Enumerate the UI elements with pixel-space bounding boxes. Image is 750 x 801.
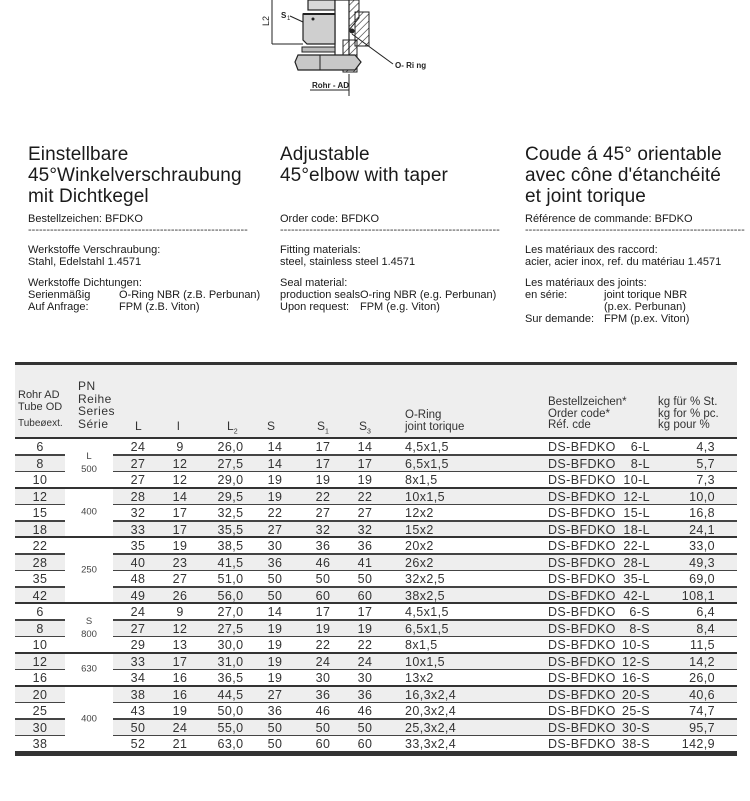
cell-kg: 5,7 xyxy=(696,456,715,471)
cell-kg: 40,6 xyxy=(689,687,715,702)
cell-size: 8-L xyxy=(630,456,650,471)
elbow-cross-section-icon xyxy=(255,0,455,96)
cell-oring: 20x2 xyxy=(405,539,434,553)
cell-l: 21 xyxy=(172,737,188,751)
cell-l: 14 xyxy=(172,489,188,504)
cell-oring: 15x2 xyxy=(405,522,434,537)
cell-s1: 30 xyxy=(315,671,331,685)
table-row xyxy=(15,522,737,539)
cell-s3: 46 xyxy=(357,704,373,718)
cell-size: 6-L xyxy=(630,440,650,454)
product-title-english: Adjustable 45°elbow with taper xyxy=(280,144,448,186)
cell-code: DS-BFDKO xyxy=(548,473,616,487)
cell-oring: 10x1,5 xyxy=(405,654,445,669)
cell-size: 38-S xyxy=(621,737,650,751)
product-title-german: Einstellbare 45°Winkelverschraubung mit Dichtkegel xyxy=(28,144,242,207)
cell-tube-od: 42 xyxy=(32,588,48,603)
cell-s3: 50 xyxy=(357,720,373,735)
cell-l: 34 xyxy=(130,671,146,685)
cell-l: 19 xyxy=(172,539,188,553)
cell-tube-od: 6 xyxy=(36,605,44,619)
cell-tube-od: 22 xyxy=(32,539,48,553)
cell-l2: 29,5 xyxy=(217,489,244,504)
cell-tube-od: 20 xyxy=(32,687,48,702)
cell-s1: 36 xyxy=(315,687,331,702)
cell-tube-od: 10 xyxy=(32,473,48,487)
cell-size: 22-L xyxy=(623,539,650,553)
header-S1: $S_1$ xyxy=(317,419,329,436)
cell-kg: 7,3 xyxy=(696,473,715,487)
cell-s3: 27 xyxy=(357,506,373,520)
cell-l: 28 xyxy=(130,489,146,504)
svg-text:S: S xyxy=(281,11,287,20)
cell-l: 23 xyxy=(172,555,188,570)
cell-size: 10-S xyxy=(621,638,650,652)
cell-code: DS-BFDKO xyxy=(548,720,616,735)
cell-s1: 17 xyxy=(315,605,331,619)
cell-kg: 10,0 xyxy=(689,489,715,504)
header-order-code: Bestellzeichen* Order code* Réf. cde xyxy=(548,396,627,431)
cell-s3: 24 xyxy=(357,654,373,669)
header-weight: kg für % St. kg for % pc. kg pour % xyxy=(658,396,719,431)
cell-s: 30 xyxy=(267,539,283,553)
cell-l: 12 xyxy=(172,621,188,636)
table-row xyxy=(15,670,737,687)
cell-s1: 46 xyxy=(315,704,331,718)
cell-oring: 6,5x1,5 xyxy=(405,621,449,636)
cell-s1: 24 xyxy=(315,654,331,669)
cell-s1: 50 xyxy=(315,572,331,586)
cell-l2: 32,5 xyxy=(217,506,244,520)
cell-tube-od: 10 xyxy=(32,638,48,652)
header-S: S xyxy=(267,419,276,433)
cell-l: 17 xyxy=(172,506,188,520)
cell-s3: 32 xyxy=(357,522,373,537)
cell-s3: 36 xyxy=(357,539,373,553)
cell-s: 50 xyxy=(267,720,283,735)
cell-code: DS-BFDKO xyxy=(548,671,616,685)
cell-size: 35-L xyxy=(623,572,650,586)
table-row xyxy=(15,736,737,753)
cell-code: DS-BFDKO xyxy=(548,605,616,619)
cell-l: 35 xyxy=(130,539,146,553)
svg-text:Rohr - AD: Rohr - AD xyxy=(312,81,350,90)
cell-tube-od: 15 xyxy=(32,506,48,520)
cell-l: 27 xyxy=(130,621,146,636)
cell-s3: 36 xyxy=(357,687,373,702)
cell-s3: 19 xyxy=(357,621,373,636)
cell-s1: 27 xyxy=(315,506,331,520)
table-row xyxy=(15,538,737,555)
table-row xyxy=(15,439,737,456)
cell-kg: 8,4 xyxy=(696,621,715,636)
table-row xyxy=(15,637,737,654)
cell-l: 9 xyxy=(176,605,184,619)
divider: ------------------------------------------------------------ xyxy=(28,226,248,235)
cell-pn-series: S 800 xyxy=(65,604,113,652)
cell-size: 42-L xyxy=(623,588,650,603)
cell-s3: 41 xyxy=(357,555,373,570)
cell-l: 16 xyxy=(172,687,188,702)
cell-l: 29 xyxy=(130,638,146,652)
cell-s1: 36 xyxy=(315,539,331,553)
cell-tube-od: 6 xyxy=(36,440,44,454)
cell-l2: 27,5 xyxy=(217,456,244,471)
cell-oring: 16,3x2,4 xyxy=(405,687,457,702)
svg-text:1: 1 xyxy=(287,16,291,22)
cell-size: 10-L xyxy=(623,473,650,487)
cell-tube-od: 30 xyxy=(32,720,48,735)
cell-s3: 19 xyxy=(357,473,373,487)
cell-l: 19 xyxy=(172,704,188,718)
header-L: L xyxy=(135,419,142,433)
cell-oring: 25,3x2,4 xyxy=(405,720,457,735)
cell-s: 19 xyxy=(267,638,283,652)
cell-kg: 69,0 xyxy=(689,572,715,586)
cell-tube-od: 8 xyxy=(36,621,44,636)
cell-s1: 19 xyxy=(315,473,331,487)
cell-size: 20-S xyxy=(621,687,650,702)
cell-l: 49 xyxy=(130,588,146,603)
cell-l: 17 xyxy=(172,522,188,537)
cell-oring: 20,3x2,4 xyxy=(405,704,457,718)
cell-code: DS-BFDKO xyxy=(548,506,616,520)
cell-l: 12 xyxy=(172,456,188,471)
cell-oring: 38x2,5 xyxy=(405,588,445,603)
order-code-german: Bestellzeichen: BFDKO xyxy=(28,213,143,225)
cell-l2: 55,0 xyxy=(217,720,244,735)
header-l: l xyxy=(177,419,180,433)
order-code-french: Référence de commande: BFDKO xyxy=(525,213,693,225)
cell-s: 36 xyxy=(267,704,283,718)
cell-code: DS-BFDKO xyxy=(548,522,616,537)
cell-l: 48 xyxy=(130,572,146,586)
dimensions-table xyxy=(15,362,737,753)
cell-kg: 4,3 xyxy=(696,440,715,454)
cell-kg: 26,0 xyxy=(689,671,715,685)
cell-s: 19 xyxy=(267,489,283,504)
cell-oring: 6,5x1,5 xyxy=(405,456,449,471)
cell-tube-od: 38 xyxy=(32,737,48,751)
cell-size: 16-S xyxy=(621,671,650,685)
cell-s: 19 xyxy=(267,671,283,685)
seal-materials-french: Les matériaux des joints: en série: joint torique NBR (p.ex. Perbunan) Sur demande: FPM (p.ex. Viton) xyxy=(525,277,690,325)
header-pn-series: PN Reihe Series Série xyxy=(78,379,116,431)
cell-s1: 32 xyxy=(315,522,331,537)
cell-code: DS-BFDKO xyxy=(548,687,616,702)
cell-code: DS-BFDKO xyxy=(548,737,616,751)
cell-l: 24 xyxy=(130,605,146,619)
cell-l: 33 xyxy=(130,522,146,537)
seal-materials-english: Seal material: production seals O-ring NBR (e.g. Perbunan) Upon request: FPM (e.g. Viton) xyxy=(280,277,497,313)
header-o-ring: O-Ring joint torique xyxy=(405,409,465,433)
cell-s: 50 xyxy=(267,572,283,586)
cell-code: DS-BFDKO xyxy=(548,539,616,553)
product-title-french: Coude á 45° orientable avec cône d'étanchéité et joint torique xyxy=(525,144,722,207)
fitting-materials-english: Fitting materials: steel, stainless steel 1.4571 xyxy=(280,244,416,268)
cell-s1: 19 xyxy=(315,621,331,636)
header-L2: $L_2$ xyxy=(227,419,238,436)
cell-s: 14 xyxy=(267,456,283,471)
cell-s: 14 xyxy=(267,605,283,619)
svg-text:O- Ri ng: O- Ri ng xyxy=(395,61,427,70)
cell-code: DS-BFDKO xyxy=(548,456,616,471)
description-english xyxy=(280,144,520,313)
cell-oring: 26x2 xyxy=(405,555,434,570)
cell-s3: 22 xyxy=(357,638,373,652)
cell-l: 24 xyxy=(172,720,188,735)
cell-tube-od: 28 xyxy=(32,555,48,570)
cell-l2: 26,0 xyxy=(217,440,244,454)
cell-l: 32 xyxy=(130,506,146,520)
cell-oring: 8x1,5 xyxy=(405,638,438,652)
cell-s: 19 xyxy=(267,654,283,669)
cell-tube-od: 12 xyxy=(32,654,48,669)
cell-l2: 35,5 xyxy=(217,522,244,537)
cell-kg: 6,4 xyxy=(696,605,715,619)
cell-s: 27 xyxy=(267,687,283,702)
cell-tube-od: 16 xyxy=(32,671,48,685)
cell-kg: 24,1 xyxy=(689,522,715,537)
cell-s3: 22 xyxy=(357,489,373,504)
cell-oring: 13x2 xyxy=(405,671,434,685)
cell-s1: 22 xyxy=(315,638,331,652)
cell-s: 19 xyxy=(267,473,283,487)
cell-kg: 49,3 xyxy=(689,555,715,570)
cell-tube-od: 25 xyxy=(32,704,48,718)
cell-pn-series: 400 xyxy=(65,687,113,751)
cell-tube-od: 12 xyxy=(32,489,48,504)
cell-pn-series: 630 xyxy=(65,654,113,685)
cell-tube-od: 18 xyxy=(32,522,48,537)
fitting-technical-drawing xyxy=(255,0,455,96)
table-row xyxy=(15,588,737,605)
table-row xyxy=(15,687,737,704)
cell-l2: 44,5 xyxy=(217,687,244,702)
cell-pn-series: 400 xyxy=(65,489,113,537)
cell-oring: 4,5x1,5 xyxy=(405,605,449,619)
cell-s1: 22 xyxy=(315,489,331,504)
cell-oring: 8x1,5 xyxy=(405,473,438,487)
cell-l2: 50,0 xyxy=(217,704,244,718)
cell-l: 52 xyxy=(130,737,146,751)
cell-s3: 14 xyxy=(357,440,373,454)
cell-l2: 56,0 xyxy=(217,588,244,603)
cell-l2: 31,0 xyxy=(217,654,244,669)
cell-l2: 27,5 xyxy=(217,621,244,636)
cell-l: 27 xyxy=(130,456,146,471)
cell-l2: 30,0 xyxy=(217,638,244,652)
cell-l: 13 xyxy=(172,638,188,652)
table-row xyxy=(15,654,737,671)
cell-oring: 12x2 xyxy=(405,506,434,520)
cell-kg: 11,5 xyxy=(689,638,715,652)
cell-l: 27 xyxy=(130,473,146,487)
svg-text:L2: L2 xyxy=(261,15,271,26)
cell-s: 36 xyxy=(267,555,283,570)
cell-code: DS-BFDKO xyxy=(548,572,616,586)
cell-size: 8-S xyxy=(629,621,650,636)
cell-s: 50 xyxy=(267,737,283,751)
divider: ------------------------------------------------------------ xyxy=(525,226,745,235)
cell-l: 26 xyxy=(172,588,188,603)
cell-s3: 60 xyxy=(357,588,373,603)
cell-code: DS-BFDKO xyxy=(548,621,616,636)
cell-l: 27 xyxy=(172,572,188,586)
description-french xyxy=(525,144,750,325)
cell-kg: 33,0 xyxy=(689,539,715,553)
cell-code: DS-BFDKO xyxy=(548,704,616,718)
cell-s1: 60 xyxy=(315,588,331,603)
table-row xyxy=(15,604,737,621)
cell-s: 19 xyxy=(267,621,283,636)
cell-tube-od: 35 xyxy=(32,572,48,586)
cell-l: 16 xyxy=(172,671,188,685)
seal-materials-german: Werkstoffe Dichtungen: Serienmäßig O-Ring NBR (z.B. Perbunan) Auf Anfrage: FPM (z.B. Viton) xyxy=(28,277,261,313)
cell-code: DS-BFDKO xyxy=(548,638,616,652)
cell-l2: 29,0 xyxy=(217,473,244,487)
cell-l2: 27,0 xyxy=(217,605,244,619)
table-row xyxy=(15,703,737,720)
cell-oring: 4,5x1,5 xyxy=(405,440,449,454)
fitting-materials-german: Werkstoffe Verschraubung: Stahl, Edelstahl 1.4571 xyxy=(28,244,161,268)
cell-size: 12-S xyxy=(621,654,650,669)
cell-l2: 51,0 xyxy=(217,572,244,586)
fitting-materials-french: Les matériaux des raccord: acier, acier inox, ref. du matériau 1.4571 xyxy=(525,244,722,268)
cell-l: 50 xyxy=(130,720,146,735)
cell-size: 12-L xyxy=(623,489,650,504)
cell-kg: 14,2 xyxy=(689,654,715,669)
cell-kg: 95,7 xyxy=(689,720,715,735)
table-row xyxy=(15,456,737,473)
cell-l2: 41,5 xyxy=(217,555,244,570)
cell-s1: 17 xyxy=(315,456,331,471)
cell-code: DS-BFDKO xyxy=(548,489,616,504)
cell-s3: 60 xyxy=(357,737,373,751)
cell-kg: 108,1 xyxy=(681,588,715,603)
table-body xyxy=(15,439,737,753)
cell-s1: 46 xyxy=(315,555,331,570)
cell-s3: 30 xyxy=(357,671,373,685)
cell-tube-od: 8 xyxy=(36,456,44,471)
cell-oring: 10x1,5 xyxy=(405,489,445,504)
cell-kg: 142,9 xyxy=(681,737,715,751)
description-german xyxy=(28,144,273,313)
cell-s: 50 xyxy=(267,588,283,603)
table-row xyxy=(15,489,737,506)
cell-size: 28-L xyxy=(623,555,650,570)
cell-kg: 16,8 xyxy=(689,506,715,520)
cell-l: 17 xyxy=(172,654,188,669)
header-tube-od: Rohr AD Tube OD Tubeøext. xyxy=(18,389,63,429)
cell-l: 12 xyxy=(172,473,188,487)
order-code-english: Order code: BFDKO xyxy=(280,213,380,225)
cell-code: DS-BFDKO xyxy=(548,555,616,570)
table-row xyxy=(15,555,737,572)
table-header xyxy=(15,365,737,437)
cell-code: DS-BFDKO xyxy=(548,654,616,669)
cell-s1: 60 xyxy=(315,737,331,751)
cell-s1: 50 xyxy=(315,720,331,735)
cell-oring: 32x2,5 xyxy=(405,572,445,586)
cell-size: 6-S xyxy=(629,605,650,619)
cell-oring: 33,3x2,4 xyxy=(405,737,457,751)
cell-s: 27 xyxy=(267,522,283,537)
cell-l: 33 xyxy=(130,654,146,669)
cell-pn-series: L 500 xyxy=(65,439,113,487)
cell-size: 15-L xyxy=(623,506,650,520)
cell-l: 24 xyxy=(130,440,146,454)
table-row xyxy=(15,505,737,522)
table-row xyxy=(15,571,737,588)
divider: ------------------------------------------------------------ xyxy=(280,226,500,235)
header-S3: $S_3$ xyxy=(359,419,371,436)
cell-size: 25-S xyxy=(621,704,650,718)
cell-s: 22 xyxy=(267,506,283,520)
cell-l2: 36,5 xyxy=(217,671,244,685)
cell-s3: 17 xyxy=(357,456,373,471)
cell-l2: 38,5 xyxy=(217,539,244,553)
cell-l: 40 xyxy=(130,555,146,570)
cell-l2: 63,0 xyxy=(217,737,244,751)
cell-l: 38 xyxy=(130,687,146,702)
cell-kg: 74,7 xyxy=(689,704,715,718)
table-row xyxy=(15,720,737,737)
cell-s: 14 xyxy=(267,440,283,454)
cell-pn-series: 250 xyxy=(65,538,113,602)
cell-size: 18-L xyxy=(623,522,650,537)
cell-l: 9 xyxy=(176,440,184,454)
cell-size: 30-S xyxy=(621,720,650,735)
cell-l: 43 xyxy=(130,704,146,718)
cell-code: DS-BFDKO xyxy=(548,588,616,603)
cell-s3: 17 xyxy=(357,605,373,619)
cell-code: DS-BFDKO xyxy=(548,440,616,454)
cell-s3: 50 xyxy=(357,572,373,586)
cell-s1: 17 xyxy=(315,440,331,454)
table-row xyxy=(15,472,737,489)
table-row xyxy=(15,621,737,638)
